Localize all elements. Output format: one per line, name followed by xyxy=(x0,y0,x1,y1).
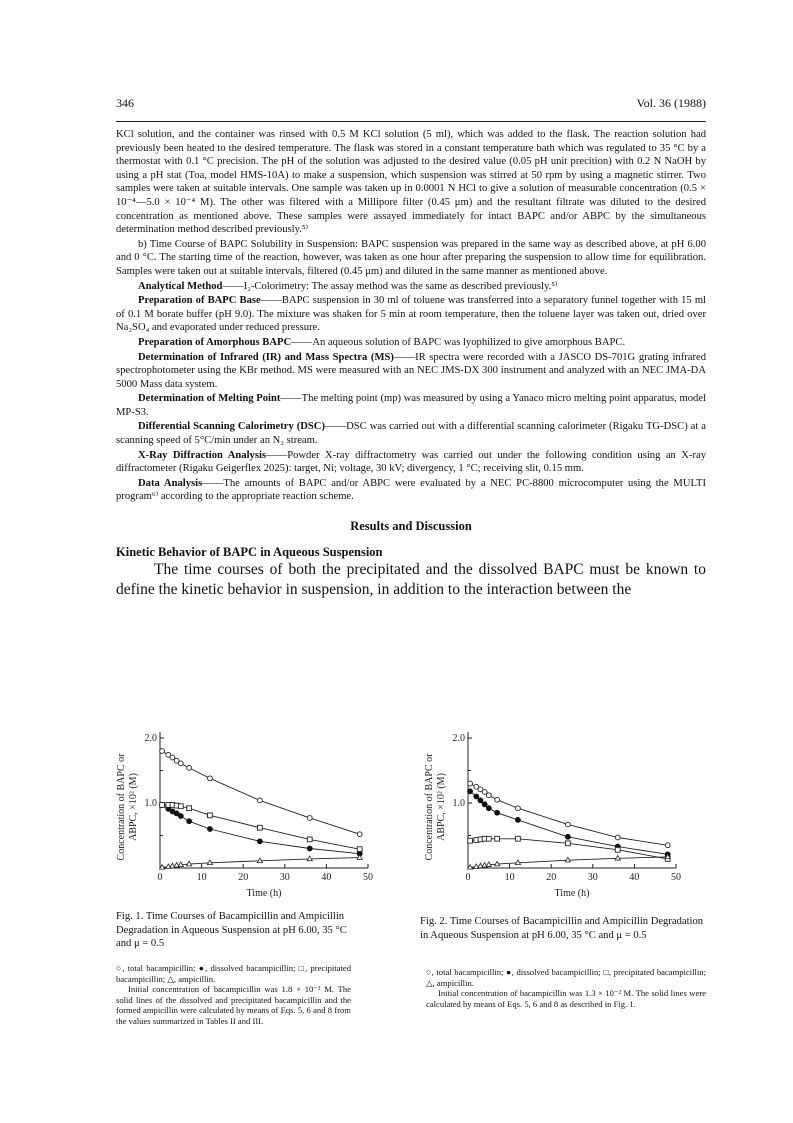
fig2-point-filled-circle-4 xyxy=(486,806,491,811)
header-rule xyxy=(116,121,706,122)
fig2-y-tick-label-1: 2.0 xyxy=(452,733,465,744)
journal-volume: Vol. 36 (1988) xyxy=(636,96,706,110)
fig1-x-tick-label-1: 10 xyxy=(196,872,207,883)
paragraph-kinetic-intro: The time courses of both the precipitated and the dissolved BAPC must be known to define the kinetic behavior in suspension, in addition to the interaction between the xyxy=(116,561,706,599)
fig2-x-axis-label: Time (h) xyxy=(554,888,590,899)
fig2-point-open-square-0 xyxy=(468,838,473,843)
figure-1-caption: Fig. 1. Time Courses of Bacampicillin and Ampicillin Degradation in Aqueous Suspension at pH 6.00, 35 °C and μ = 0.5 xyxy=(116,911,347,949)
fig2-x-tick-label-5: 50 xyxy=(671,872,681,883)
fig2-point-open-circle-3 xyxy=(482,790,487,795)
fig2-y-tick-label-0: 1.0 xyxy=(452,798,465,809)
figure-1-caption-block xyxy=(116,910,361,951)
figure-1-legend: ○, total bacampicillin; ●, dissolved bacampicillin; □, precipitated bacampicillin; △, ampicillin. xyxy=(116,963,351,984)
fig1-point-open-square-9 xyxy=(357,847,362,852)
fig2-point-filled-circle-0 xyxy=(467,789,472,794)
fig2-point-open-square-4 xyxy=(486,836,491,841)
data-analysis-heading: Data Analysis xyxy=(138,477,203,489)
fig1-point-open-square-8 xyxy=(307,837,312,842)
fig2-x-tick-label-2: 20 xyxy=(546,872,557,883)
fig1-x-tick-label-0: 0 xyxy=(157,872,163,883)
figure-1-chart xyxy=(112,712,382,907)
fig2-point-open-circle-9 xyxy=(665,843,670,848)
figure-1-legend-block xyxy=(116,963,351,1027)
amorphous-text: ——An aqueous solution of BAPC was lyophilized to give amorphous BAPC. xyxy=(291,336,626,348)
ir-ms-heading: Determination of Infrared (IR) and Mass Spectra (MS) xyxy=(138,351,394,363)
fig1-x-tick-label-3: 30 xyxy=(279,872,290,883)
fig2-x-tick-label-0: 0 xyxy=(465,872,471,883)
melting-point-heading: Determination of Melting Point xyxy=(138,393,281,405)
fig1-point-open-square-0 xyxy=(160,803,165,808)
analytical-text: ——I₂-Colorimetry: The assay method was the same as described previously.⁵⁾ xyxy=(222,280,558,292)
dsc-text: ——DSC was carried out with a differential scanning calorimeter (Rigaku TG-DSC) at a scanning speed of 5°C/min under an N₂ stream. xyxy=(116,421,706,447)
fig1-point-open-circle-8 xyxy=(307,816,312,821)
paragraph-melting-point xyxy=(116,392,706,419)
fig2-y-axis-label-1: Concentration of BAPC or xyxy=(424,753,435,861)
fig2-point-filled-circle-1 xyxy=(474,794,479,799)
fig1-point-open-circle-0 xyxy=(160,749,165,754)
fig1-point-open-circle-4 xyxy=(178,761,183,766)
fig1-point-filled-circle-8 xyxy=(307,846,312,851)
fig1-point-open-circle-5 xyxy=(187,766,192,771)
data-analysis-text: ——The amounts of BAPC and/or ABPC were evaluated by a NEC PC-8800 microcomputer using the MULTI program⁶⁾ according to the appropriate reaction scheme. xyxy=(116,477,706,503)
fig1-y-axis-label-2: ABPC, ×10² (M) xyxy=(128,773,139,841)
fig2-point-filled-circle-5 xyxy=(495,810,500,815)
fig2-point-open-square-7 xyxy=(565,841,570,846)
fig1-point-open-square-4 xyxy=(178,804,183,809)
fig2-point-filled-circle-2 xyxy=(478,798,483,803)
fig2-point-open-circle-4 xyxy=(486,793,491,798)
subsection-title: Kinetic Behavior of BAPC in Aqueous Suspension xyxy=(116,544,383,559)
figure-2-legend-block xyxy=(426,967,706,1009)
fig1-point-filled-circle-7 xyxy=(257,839,262,844)
fig1-point-filled-circle-5 xyxy=(187,819,192,824)
fig2-y-axis-label-2: ABPC, ×10² (M) xyxy=(436,773,447,841)
paragraph-methods-b: b) Time Course of BAPC Solubility in Suspension: BAPC suspension was prepared in the same way as described above, at pH 6.00 and 0 °C. The starting time of the reaction, however, was taken as one hour after preparing the suspension to allow time for equilibration. Samples were taken out at suitable intervals, filtered (0.45 μm) and diluted in the same manner as mentioned above. xyxy=(116,238,706,277)
fig1-y-axis-label-1: Concentration of BAPC or xyxy=(116,753,127,861)
fig2-point-open-circle-5 xyxy=(495,797,500,802)
fig2-point-open-circle-7 xyxy=(565,822,570,827)
paragraph-methods-a: KCl solution, and the container was rinsed with 0.5 M KCl solution (5 ml), which was added to the flask. The reaction solution had previously been heated to the desired temperature. The flask was stored in a constant temperature bath which was regulated to 35 °C by a thermostat with 0.1 °C precision. The pH of the solution was adjusted to the desired value (0.05 pH unit precition) with 0.2 N NaOH by using a pH stat (Toa, model HMS-10A) to make a suspension, which suspension was stirred at 50 rpm by using a magnetic stirrer. Two samples were taken at suitable intervals. One sample was taken up in 0.0001 N HCl to give a solution of measurable concentration (0.5 × 10⁻⁴—5.0 × 10⁻⁴ M). The other was filtered with a Millipore filter (0.45 μm) and the resultant filtrate was diluted to the desired concentration as mentioned above. These samples were assayed immediately for intact BAPC and/or ABPC by the simultaneous determination method described previously.⁵⁾ xyxy=(116,129,706,236)
figure-2-caption: Fig. 2. Time Courses of Bacampicillin and Ampicillin Degradation in Aqueous Suspension at pH 6.00, 35 °C and μ = 0.5 xyxy=(420,916,704,941)
page-number: 346 xyxy=(116,96,134,110)
fig1-x-tick-label-5: 50 xyxy=(363,872,373,883)
bapc-base-text: ——BAPC suspension in 30 ml of toluene was transferred into a separatory funnel together with 15 ml of 0.1 M borate buffer (pH 9.0). The mixture was shaken for 5 min at room temperature, then the toluene layer was taken out, dried over Na₂SO₄ and evaporated under reduced pressure. xyxy=(116,295,707,334)
paragraph-amorphous xyxy=(116,336,706,350)
fig1-point-open-circle-7 xyxy=(257,798,262,803)
fig1-x-axis-label: Time (h) xyxy=(246,888,282,899)
fig2-point-open-square-8 xyxy=(615,847,620,852)
fig1-y-tick-label-0: 1.0 xyxy=(144,798,157,809)
fig2-point-open-triangle-8 xyxy=(615,855,620,860)
fig2-point-open-circle-0 xyxy=(468,781,473,786)
fig1-y-tick-label-1: 2.0 xyxy=(144,733,157,744)
analytical-heading: Analytical Method xyxy=(138,280,223,292)
paragraph-bapc-base xyxy=(116,294,706,335)
paragraph-xrd xyxy=(116,449,706,476)
fig2-point-open-square-6 xyxy=(516,836,521,841)
fig2-x-tick-label-4: 40 xyxy=(629,872,640,883)
fig2-x-tick-label-3: 30 xyxy=(587,872,598,883)
article-body xyxy=(116,128,706,601)
figure-2-chart xyxy=(420,712,700,907)
xrd-text: ——Powder X-ray diffractometry was carried out under the following condition using an X-ray diffractometer (Rigaku Geigerflex 2025): target, Ni; voltage, 30 kV; divergency, 1 °C; receiving slit, 0.15 mm. xyxy=(116,449,706,475)
ir-ms-text: ——IR spectra were recorded with a JASCO DS-701G grating infrared spectrophotometer using the KBr method. MS were measured with an NEC JMS-DX 300 instrument and analyzed with an NEC JMA-DA 5000 Mass data system. xyxy=(116,351,706,390)
fig2-x-tick-label-1: 10 xyxy=(504,872,515,883)
fig1-point-open-circle-6 xyxy=(208,776,213,781)
amorphous-heading: Preparation of Amorphous BAPC xyxy=(138,336,292,348)
fig2-point-filled-circle-3 xyxy=(482,802,487,807)
fig1-point-filled-circle-6 xyxy=(207,826,212,831)
page-header xyxy=(116,96,706,114)
fig1-point-open-circle-9 xyxy=(357,832,362,837)
fig1-point-open-square-6 xyxy=(208,813,213,818)
figure-1-svg xyxy=(112,712,382,907)
dsc-heading: Differential Scanning Calorimetry (DSC) xyxy=(138,421,325,433)
fig2-point-filled-circle-6 xyxy=(515,817,520,822)
paragraph-ir-ms xyxy=(116,351,706,392)
figure-2-note: Initial concentration of bacampicillin was 1.3 × 10⁻² M. The solid lines were calculated by means of Eqs. 5, 6 and 8 as described in Fig. 1. xyxy=(426,988,706,1009)
paragraph-data-analysis xyxy=(116,477,706,504)
fig1-point-open-triangle-8 xyxy=(307,856,312,861)
fig1-point-open-square-7 xyxy=(257,825,262,830)
fig1-point-open-square-5 xyxy=(187,806,192,811)
fig2-point-open-circle-6 xyxy=(516,806,521,811)
figure-2-svg xyxy=(420,712,700,907)
paragraph-dsc xyxy=(116,420,706,447)
paragraph-analytical-method xyxy=(116,280,706,294)
bapc-base-heading: Preparation of BAPC Base xyxy=(138,295,261,307)
fig2-point-open-circle-8 xyxy=(615,835,620,840)
fig2-point-open-square-5 xyxy=(495,836,500,841)
figure-2-legend: ○, total bacampicillin; ●, dissolved bacampicillin; □, precipitated bacampicillin; △, ampicillin. xyxy=(426,967,706,988)
fig1-x-tick-label-4: 40 xyxy=(321,872,332,883)
figure-1-note: Initial concentration of bacampicillin was 1.8 × 10⁻² M. The solid lines of the dissolved and precipitated bacampicillin and the formed ampicillin were calculated by means of Eqs. 5, 6 and 8 from the values summarized in Tables II and III. xyxy=(116,984,351,1026)
xrd-heading: X-Ray Diffraction Analysis xyxy=(138,449,267,461)
melting-point-text: ——The melting point (mp) was measured by using a Yanaco micro melting point apparatus, model MP-S3. xyxy=(116,393,707,418)
fig1-x-tick-label-2: 20 xyxy=(238,872,249,883)
fig1-point-open-circle-2 xyxy=(170,755,175,760)
fig1-point-filled-circle-4 xyxy=(178,813,183,818)
section-title: Results and Discussion xyxy=(350,519,472,534)
figure-2-caption-block xyxy=(420,915,710,942)
fig2-point-filled-circle-7 xyxy=(565,834,570,839)
